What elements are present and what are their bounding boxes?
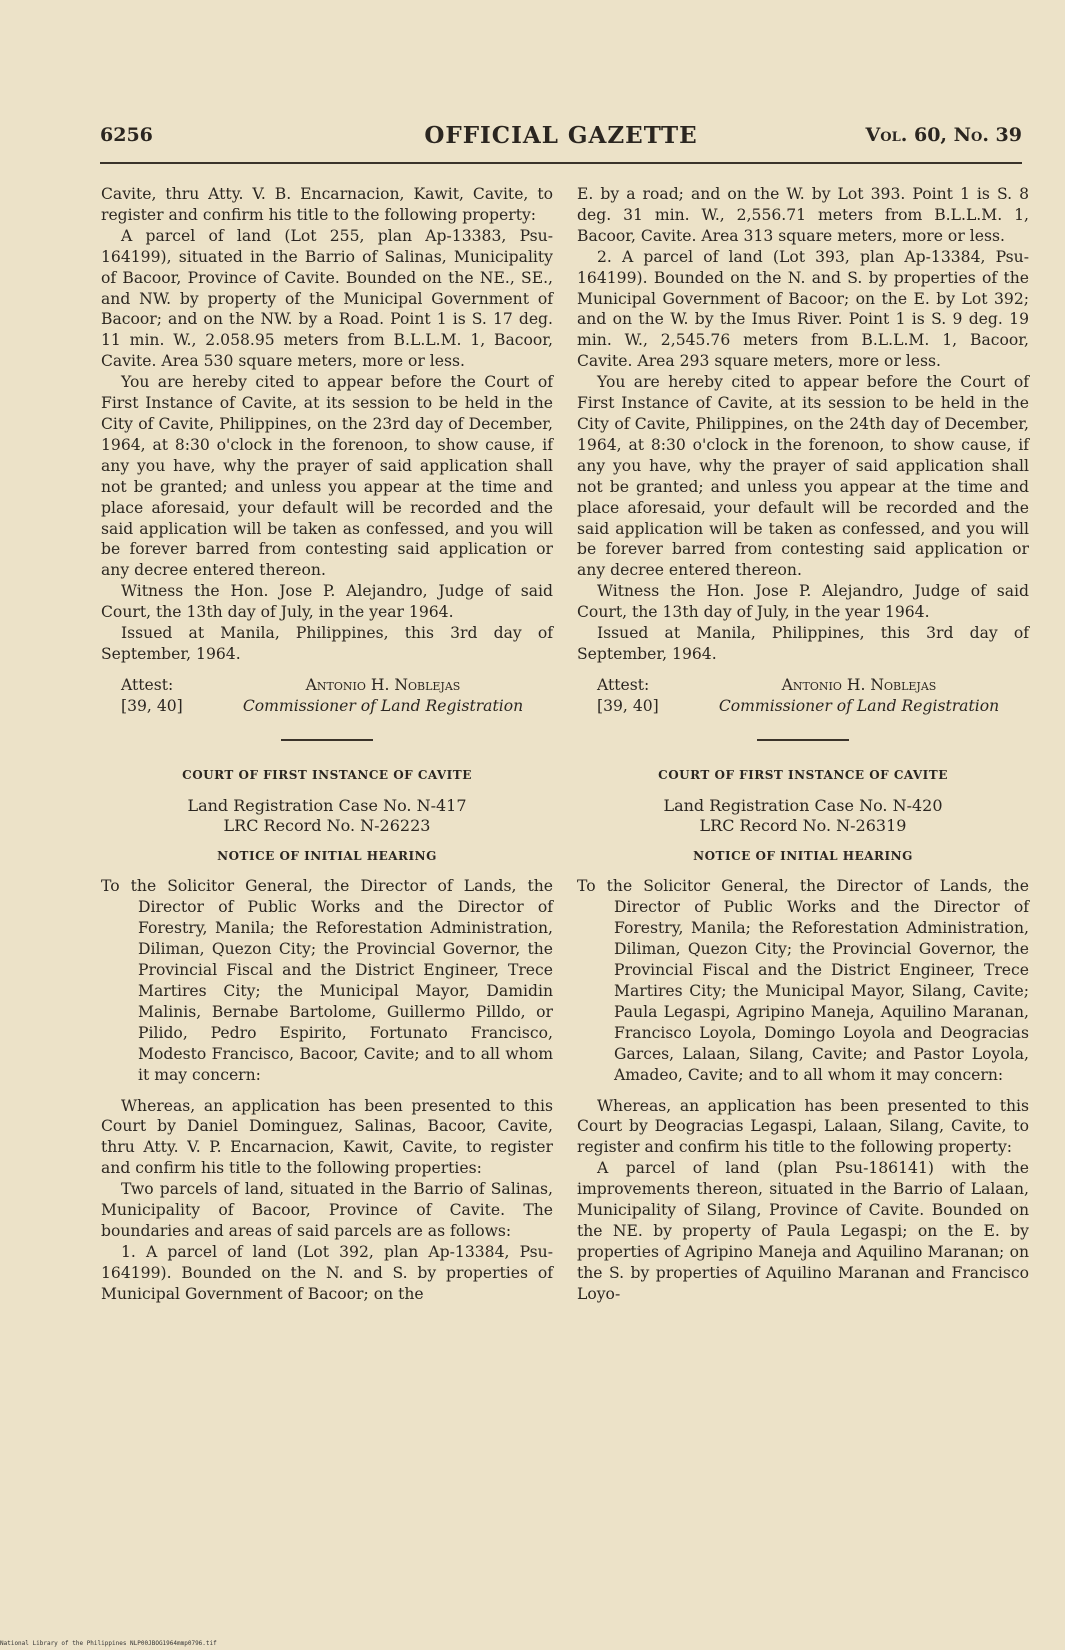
parcel-one-paragraph: 1. A parcel of land (Lot 392, plan Ap-13384, Psu-164199). Bounded on the N. and S. by properties of Municipal Government of Bacoor; on the — [101, 1242, 553, 1303]
right-column — [577, 184, 1029, 1305]
scan-source-footer: National Library of the Philippines NLP00JBOG1964mmp0796.tif — [0, 1640, 217, 1647]
citation-paragraph: You are hereby cited to appear before the Court of First Instance of Cavite, at its session to be held in the City of Cavite, Philippines, on the 24th day of December, 1964, at 8:30 o'clock in the forenoon, to show cause, if any you have, why the prayer of said application shall not be granted; and unless you appear at the time and place aforesaid, your default will be recorded and the said application will be taken as confessed, and you will be forever barred from contesting said application or any decree entered thereon. — [577, 373, 1029, 580]
page-number: 6256 — [100, 124, 153, 146]
parcel-two-paragraph: 2. A parcel of land (Lot 393, plan Ap-13384, Psu-164199). Bounded on the N. and S. by properties of the Municipal Government of Bacoor; on the E. by Lot 392; and on the W. by the Imus River. Point 1 is S. 9 deg. 19 min. W., 2,545.76 meters from B.L.L.M. 1, Bacoor, Cavite. Area 293 square meters, more or less. — [577, 247, 1029, 371]
record-number: LRC Record No. N-26223 — [223, 815, 431, 835]
section-divider — [281, 739, 373, 741]
case-number: Land Registration Case No. N-417 — [187, 795, 467, 815]
whereas-paragraph: Whereas, an application has been presented to this Court by Daniel Dominguez, Salinas, Bacoor, Cavite, thru Atty. V. P. Encarnacion, Kawit, Cavite, to register and confirm his title to the following properties: — [101, 1096, 553, 1178]
intro-paragraph: Cavite, thru Atty. V. B. Encarnacion, Kawit, Cavite, to register and confirm his title to the following property: — [101, 185, 553, 224]
court-heading: COURT OF FIRST INSTANCE OF CAVITE — [658, 767, 948, 782]
left-column — [101, 184, 553, 1305]
notice-heading: NOTICE OF INITIAL HEARING — [693, 848, 913, 863]
citation-paragraph: You are hereby cited to appear before the Court of First Instance of Cavite, at its session to be held in the City of Cavite, Philippines, on the 23rd day of December, 1964, at 8:30 o'clock in the forenoon, to show cause, if any you have, why the prayer of said application shall not be granted; and unless you appear at the time and place aforesaid, your default will be recorded and the said application will be taken as confessed, and you will be forever barred from contesting said application or any decree entered thereon. — [101, 373, 553, 580]
attest-title: Commissioner of Land Registration — [242, 696, 524, 715]
attest-name: Antonio H. Noblejas — [781, 675, 937, 694]
issued-paragraph: Issued at Manila, Philippines, this 3rd day of September, 1964. — [101, 624, 553, 663]
attest-name: Antonio H. Noblejas — [305, 675, 461, 694]
addressees-paragraph: To the Solicitor General, the Director of Lands, the Director of Public Works and the Director of Forestry, Manila; the Reforestation Administration, Diliman, Quezon City; the Provincial Governor, the Provincial Fiscal and the District Engineer, Trece Martires City; the Municipal Mayor, Silang, Cavite; Paula Legaspi, Agripino Maneja, Aquilino Maranan, Francisco Loyola, Domingo Loyola and Deogracias Garces, Lalaan, Silang, Cavite; and Pastor Loyola, Amadeo, Cavite; and to all whom it may concern: — [577, 877, 1029, 1084]
gazette-title: OFFICIAL GAZETTE — [424, 122, 698, 149]
attest-label: Attest: — [597, 675, 650, 694]
court-heading: COURT OF FIRST INSTANCE OF CAVITE — [182, 767, 472, 782]
page-header — [100, 124, 1022, 164]
header-rule — [100, 162, 1022, 164]
volume-number: Vol. 60, No. 39 — [865, 124, 1022, 146]
attest-label: Attest: — [121, 675, 174, 694]
attest-block — [101, 675, 553, 717]
parcels-paragraph: Two parcels of land, situated in the Barrio of Salinas, Municipality of Bacoor, Province of Cavite. The boundaries and areas of said parcels are as follows: — [101, 1180, 553, 1240]
witness-paragraph: Witness the Hon. Jose P. Alejandro, Judge of said Court, the 13th day of July, in the year 1964. — [577, 582, 1029, 622]
addressees-paragraph: To the Solicitor General, the Director of Lands, the Director of Public Works and the Director of Forestry, Manila; the Reforestation Administration, Diliman, Quezon City; the Provincial Governor, the Provincial Fiscal and the District Engineer, Trece Martires City; the Municipal Mayor, Damidin Malinis, Bernabe Bartolome, Guillermo Pilldo, or Pilido, Pedro Espirito, Fortunato Francisco, Modesto Francisco, Bacoor, Cavite; and to all whom it may concern: — [101, 877, 553, 1084]
witness-paragraph: Witness the Hon. Jose P. Alejandro, Judge of said Court, the 13th day of July, in the year 1964. — [101, 582, 553, 622]
issue-reference: [39, 40] — [597, 696, 659, 715]
section-divider — [757, 739, 849, 741]
property-paragraph: A parcel of land (plan Psu-186141) with the improvements thereon, situated in the Barrio of Lalaan, Municipality of Silang, Province of Cavite. Bounded on the NE. by property of Paula Legaspi; on the E. by properties of Agripino Maneja and Aquilino Maranan; on the S. by properties of Aquilino Maranan and Francisco Loyo- — [577, 1159, 1029, 1303]
record-number: LRC Record No. N-26319 — [699, 815, 907, 835]
property-paragraph: A parcel of land (Lot 255, plan Ap-13383, Psu-164199), situated in the Barrio of Salinas, Municipality of Bacoor, Province of Cavite. Bounded on the NE., SE., and NW. by property of the Municipal Government of Bacoor; and on the NW. by a Road. Point 1 is S. 17 deg. 11 min. W., 2.058.95 meters from B.L.L.M. 1, Bacoor, Cavite. Area 530 square meters, more or less. — [101, 226, 553, 371]
case-number: Land Registration Case No. N-420 — [663, 795, 943, 815]
issued-paragraph: Issued at Manila, Philippines, this 3rd day of September, 1964. — [577, 624, 1029, 663]
continuation-paragraph: E. by a road; and on the W. by Lot 393. Point 1 is S. 8 deg. 31 min. W., 2,556.71 meters from B.L.L.M. 1, Bacoor, Cavite. Area 313 square meters, more or less. — [577, 185, 1029, 245]
attest-title: Commissioner of Land Registration — [718, 696, 1000, 715]
attest-block — [577, 675, 1029, 717]
issue-reference: [39, 40] — [121, 696, 183, 715]
whereas-paragraph: Whereas, an application has been presented to this Court by Deogracias Legaspi, Lalaan, Silang, Cavite, to register and confirm his title to the following property: — [577, 1096, 1029, 1157]
notice-heading: NOTICE OF INITIAL HEARING — [217, 848, 437, 863]
